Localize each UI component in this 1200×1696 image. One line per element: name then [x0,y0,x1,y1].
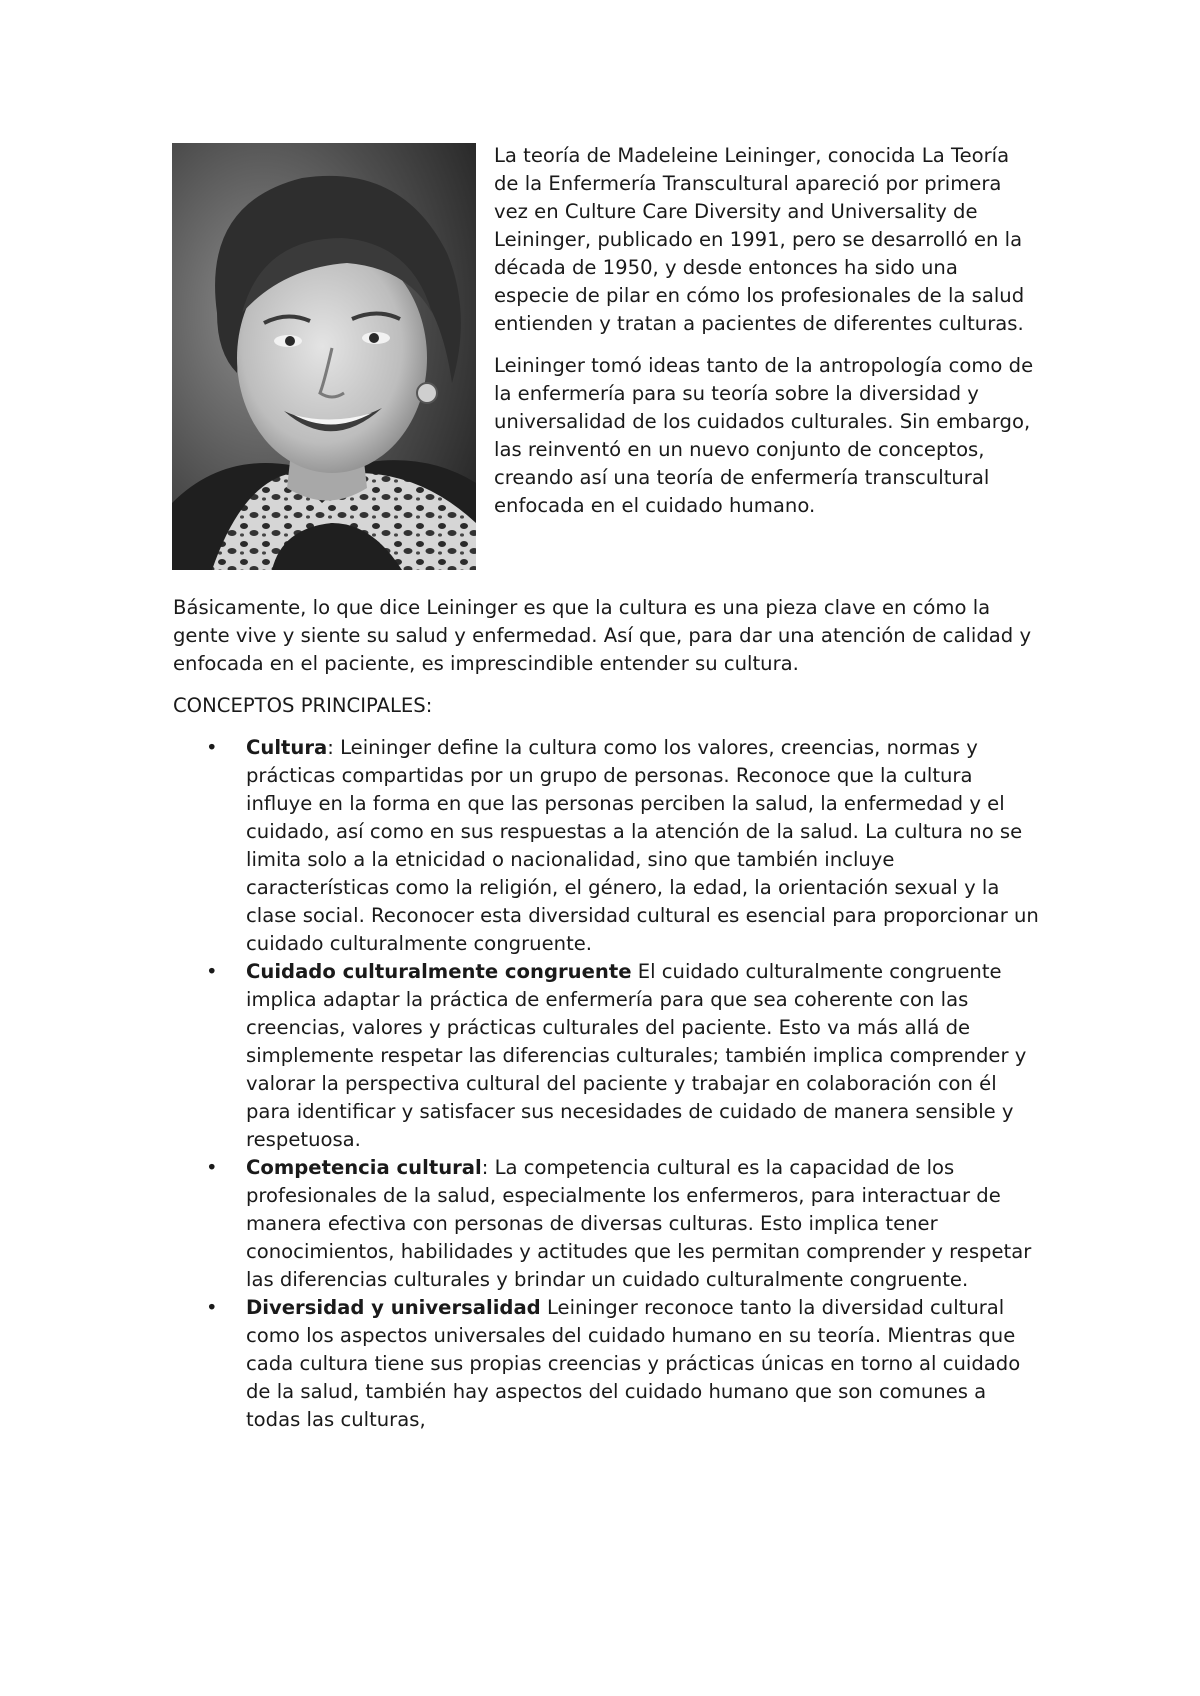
intro-paragraph-1: La teoría de Madeleine Leininger, conocida La Teoría de la Enfermería Transcultural apareció por primera vez en Culture Care Diversity and Universality de Leininger, publicado en 1991, pero se desarrolló en la década de 1950, y desde entonces ha sido una especie de pilar en cómo los profesionales de la salud entienden y tratan a pacientes de diferentes culturas. [494,144,1025,335]
list-item [173,958,1043,1154]
list-item [173,1154,1043,1294]
concept-separator: : [481,1156,495,1179]
concept-term: Diversidad y universalidad [246,1296,541,1319]
list-item [173,734,1043,958]
intro-text [494,142,1034,534]
concept-term: Cuidado culturalmente congruente [246,960,632,983]
concepts-list [173,734,1043,1434]
concept-text: Leininger reconoce tanto la diversidad cultural como los aspectos universales del cuidado humano en su teoría. Mientras que cada cultura tiene sus propias creencias y prácticas únicas en torno al cuidado de la salud, también hay aspectos del cuidado humano que son comunes a todas las culturas, [246,1296,1021,1431]
concept-text: La competencia cultural es la capacidad de los profesionales de la salud, especialmente los enfermeros, para interactuar de manera efectiva con personas de diversas culturas. Esto implica tener conocimientos, habilidades y actitudes que les permitan comprender y respetar las diferencias culturales y brindar un cuidado culturalmente congruente. [246,1156,1032,1291]
bullet-icon: • [206,736,218,759]
list-item [173,1294,1043,1434]
concept-term: Cultura [246,736,328,759]
concept-text: Leininger define la cultura como los valores, creencias, normas y prácticas compartidas por un grupo de personas. Reconoce que la cultura influye en la forma en que las personas perciben la salud, la enfermedad y el cuidado, así como en sus respuestas a la atención de la salud. La cultura no se limita solo a la etnicidad o nacionalidad, sino que también incluye características como la religión, el género, la edad, la orientación sexual y la clase social. Reconocer esta diversidad cultural es esencial para proporcionar un cuidado culturalmente congruente. [246,736,1039,955]
intro-paragraph-2: Leininger tomó ideas tanto de la antropología como de la enfermería para su teoría sobre la diversidad y universalidad de los cuidados culturales. Sin embargo, las reinventó en un nuevo conjunto de conceptos, creando así una teoría de enfermería transcultural enfocada en el cuidado humano. [494,354,1034,517]
bullet-icon: • [206,1156,218,1179]
bullet-icon: • [206,960,218,983]
portrait-photo [172,143,476,570]
concept-text: El cuidado culturalmente congruente implica adaptar la práctica de enfermería para que sea coherente con las creencias, valores y prácticas culturales del paciente. Esto va más allá de simplemente respetar las diferencias culturales; también implica comprender y valorar la perspectiva cultural del paciente y trabajar en colaboración con él para identificar y satisfacer sus necesidades de cuidado de manera sensible y respetuosa. [246,960,1027,1151]
bullet-icon: • [206,1296,218,1319]
section-heading: CONCEPTOS PRINCIPALES: [173,694,433,717]
summary-paragraph: Básicamente, lo que dice Leininger es que la cultura es una pieza clave en cómo la gente vive y siente su salud y enfermedad. Así que, para dar una atención de calidad y enfocada en el paciente, es imprescindible entender su cultura. [173,596,1032,675]
main-content [173,594,1043,1434]
concept-term: Competencia cultural [246,1156,482,1179]
concept-separator: : [327,736,341,759]
